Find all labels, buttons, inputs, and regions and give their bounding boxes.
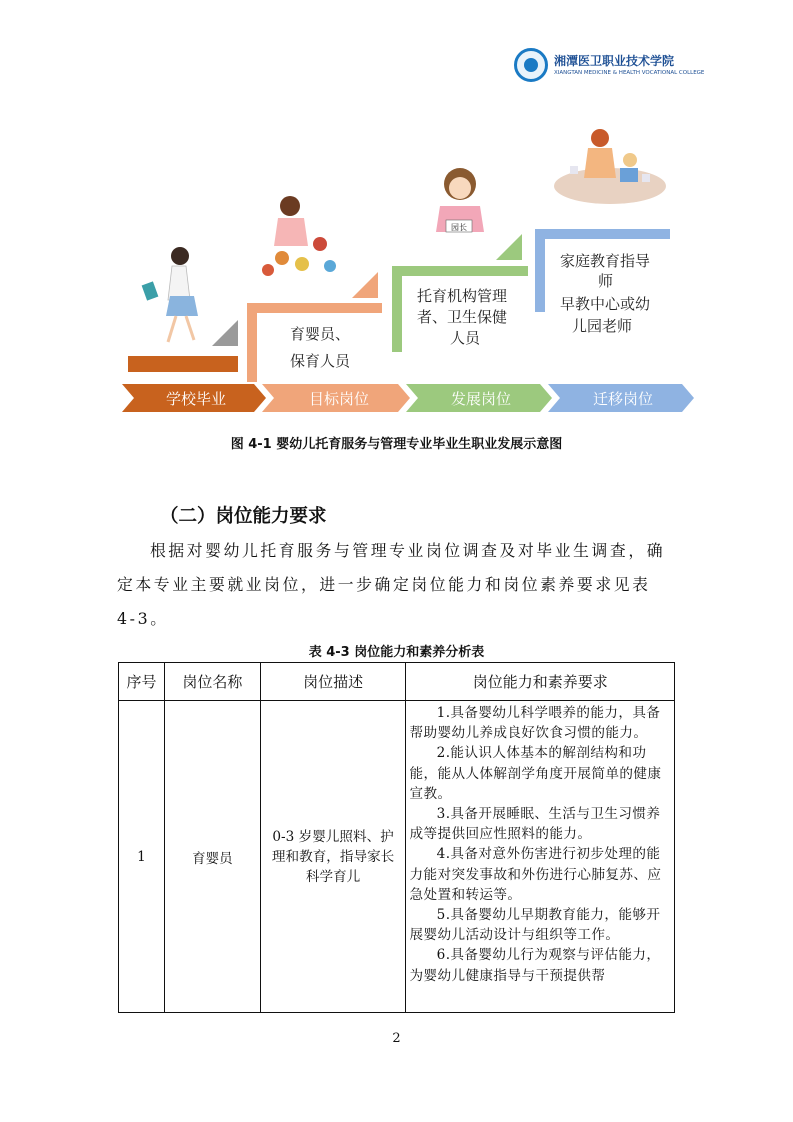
principal-badge: 园长 [451,223,467,232]
requirement-4: 4.具备对意外伤害进行初步处理的能力能对突发事故和外伤进行心肺复苏、应急处置和转运等。 [409,846,662,903]
migrate-job-line-1: 家庭教育指导 [560,252,651,270]
target-job-line-1: 育婴员、 [290,325,351,343]
develop-job-line-3: 人员 [450,329,481,347]
career-development-diagram [120,120,700,420]
develop-job-line-2: 者、卫生保健 [417,308,508,326]
requirement-5: 5.具备婴幼儿早期教育能力，能够开展婴幼儿活动设计与组织等工作。 [409,907,661,944]
paragraph-line-3: 4-3。 [117,609,169,628]
section-title: （二）岗位能力要求 [160,506,327,527]
table-row [119,701,675,1013]
header-no: 序号 [119,663,165,701]
step-graduation-bar [128,356,238,372]
desc-line-1: 0-3 岁婴儿照料、护 [272,828,394,845]
page-number: 2 [392,1031,401,1046]
cell-requirements [406,701,675,1013]
step-graduation-triangle [212,320,238,346]
family-education-illustration [554,129,666,204]
arrow-label-migrate: 迁移岗位 [592,390,654,408]
desc-line-2: 理和教育，指导家长 [271,848,395,865]
requirement-2: 2.能认识人体基本的解剖结构和功能，能从人体解剖学角度开展简单的健康宣教。 [409,745,662,802]
arrow-label-graduation: 学校毕业 [165,390,227,408]
college-name-cn: 湘潭医卫职业技术学院 [554,54,675,68]
paragraph-line-2: 定本专业主要就业岗位，进一步确定岗位能力和岗位素养要求见表 [117,575,651,594]
college-name-en: XIANGTAN MEDICINE & HEALTH VOCATIONAL COLLEGE [554,70,705,76]
caregiver-children-illustration [262,196,336,276]
cell-job-description [260,701,406,1013]
job-ability-table [118,662,675,1013]
college-logo [514,46,705,86]
develop-job-line-1: 托育机构管理 [417,287,508,305]
step-develop-triangle [496,234,522,260]
header-requirements: 岗位能力和素养要求 [406,663,675,701]
requirement-1: 1.具备婴幼儿科学喂养的能力，具备帮助婴幼儿养成良好饮食习惯的能力。 [409,705,661,742]
requirement-6: 6.具备婴幼儿行为观察与评估能力，为婴幼儿健康指导与干预提供帮 [409,947,661,984]
principal-illustration [436,168,484,232]
header-job-description: 岗位描述 [260,663,406,701]
requirement-3: 3.具备开展睡眠、生活与卫生习惯养成等提供回应性照料的能力。 [409,806,661,843]
header-job-name: 岗位名称 [164,663,260,701]
arrow-label-develop: 发展岗位 [450,390,512,408]
migrate-job-line-3: 早教中心或幼 [560,295,651,313]
figure-caption: 图 4-1 婴幼儿托育服务与管理专业毕业生职业发展示意图 [230,437,563,452]
cell-job-name: 育婴员 [164,701,260,1013]
migrate-job-line-4: 儿园老师 [572,317,633,335]
table-caption: 表 4-3 岗位能力和素养分析表 [308,645,485,660]
graduate-girl-illustration [142,247,198,342]
step-target-triangle [352,272,378,298]
table-header-row [119,663,675,701]
college-emblem-icon [514,48,548,82]
step-target-bracket [252,308,382,382]
migrate-job-line-2: 师 [598,272,614,290]
paragraph-line-1: 根据对婴幼儿托育服务与管理专业岗位调查及对毕业生调查，确 [150,541,666,560]
arrow-label-target: 目标岗位 [308,390,370,408]
target-job-line-2: 保育人员 [290,352,351,370]
desc-line-3: 科学育儿 [305,868,361,885]
cell-no: 1 [119,701,165,1013]
